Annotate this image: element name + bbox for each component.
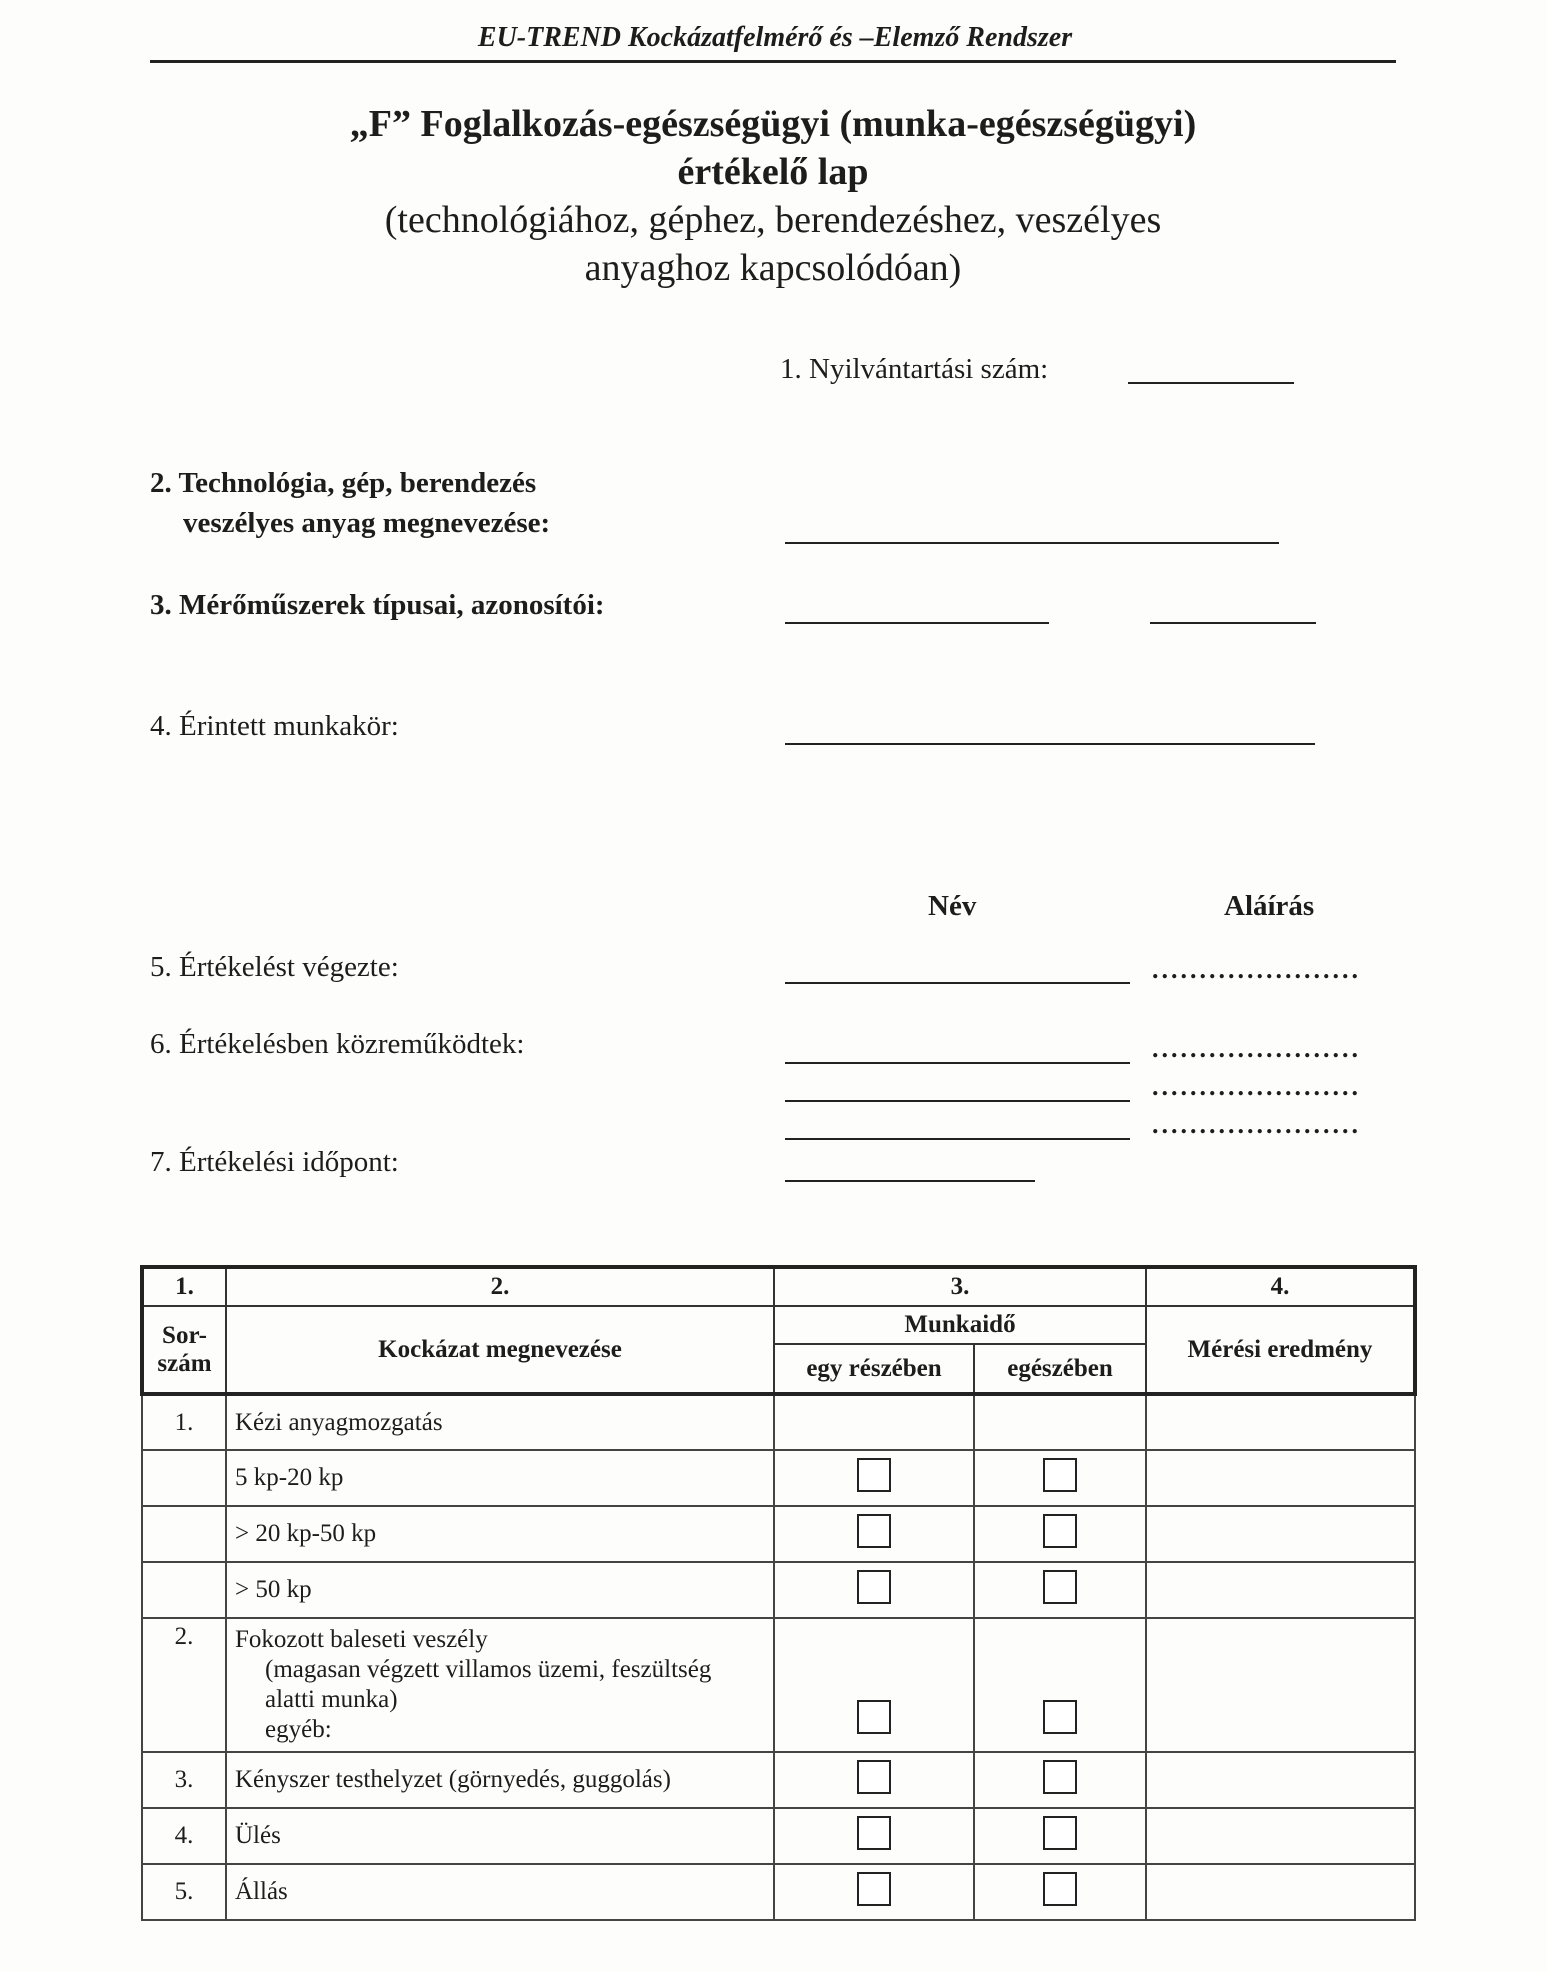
date-field[interactable] [785,1180,1035,1182]
full-time-checkbox[interactable] [1043,1458,1077,1492]
table-row [142,1808,1415,1864]
job-field[interactable] [785,743,1315,745]
row-number [142,1450,226,1506]
full-time-checkbox[interactable] [1043,1760,1077,1794]
part-time-cell [774,1752,974,1808]
part-time-cell [774,1562,974,1618]
table-row [142,1394,1415,1450]
job-label: 4. Érintett munkakör: [150,710,399,742]
table-row [142,1864,1415,1920]
full-time-cell [974,1864,1146,1920]
signature-column-header: Aláírás [1224,890,1315,922]
title-line-2: értékelő lap [677,151,869,193]
part-time-cell [774,1864,974,1920]
risk-name-sub-1: (magasan végzett villamos üzemi, feszültség [265,1656,712,1683]
full-time-cell [974,1450,1146,1506]
part-time-cell [774,1506,974,1562]
technology-field[interactable] [785,542,1279,544]
part-time-checkbox[interactable] [857,1760,891,1794]
working-time-header: Munkaidő [774,1306,1146,1344]
title-line-1: „F” Foglalkozás-egészségügyi (munka-egészségügyi) [349,103,1197,145]
contributor-name-field-3[interactable] [785,1138,1130,1140]
measurement-cell[interactable] [1146,1450,1415,1506]
risk-name: Kényszer testhelyzet (görnyedés, guggolás) [226,1752,774,1808]
full-time-checkbox[interactable] [1043,1700,1077,1734]
risk-name-header: Kockázat megnevezése [226,1306,774,1394]
row-number: 3. [142,1752,226,1808]
full-time-cell [974,1506,1146,1562]
risk-name-sub-2: alatti munka) [265,1686,398,1713]
instruments-label: 3. Mérőműszerek típusai, azonosítói: [150,589,605,621]
part-time-cell [774,1450,974,1506]
row-number: 5. [142,1864,226,1920]
date-label: 7. Értékelési időpont: [150,1146,399,1178]
table-row [142,1506,1415,1562]
contributor-signature-field-3[interactable]: ...................... [1152,1110,1361,1139]
full-time-cell [974,1562,1146,1618]
part-time-cell [774,1618,974,1752]
evaluator-label: 5. Értékelést végezte: [150,951,399,983]
contributor-signature-field-1[interactable]: ...................... [1152,1034,1361,1063]
row-number: 2. [142,1618,226,1752]
row-number [142,1562,226,1618]
name-column-header: Név [928,890,977,922]
full-time-header: egészében [974,1344,1146,1394]
registration-label: 1. Nyilvántartási szám: [780,353,1049,385]
part-time-checkbox[interactable] [857,1458,891,1492]
col-number-2: 2. [226,1267,774,1306]
measurement-header: Mérési eredmény [1146,1306,1415,1394]
risk-name: 5 kp-20 kp [226,1450,774,1506]
measurement-cell[interactable] [1146,1752,1415,1808]
col-number-4: 4. [1146,1267,1415,1306]
instruments-field-1[interactable] [785,622,1049,624]
col-number-3: 3. [774,1267,1146,1306]
risk-name: > 20 kp-50 kp [226,1506,774,1562]
technology-label-line1: 2. Technológia, gép, berendezés [150,467,537,499]
risk-name [226,1618,774,1752]
contributor-signature-field-2[interactable]: ...................... [1152,1072,1361,1101]
measurement-cell[interactable] [1146,1864,1415,1920]
evaluator-name-field[interactable] [785,982,1130,984]
row-number [142,1506,226,1562]
risk-name: Ülés [226,1808,774,1864]
measurement-cell[interactable] [1146,1562,1415,1618]
table-row [142,1450,1415,1506]
contributors-label: 6. Értékelésben közreműködtek: [150,1028,525,1060]
running-header: EU-TREND Kockázatfelmérő és –Elemző Rendszer [477,22,1073,53]
col-number-1: 1. [142,1267,226,1306]
full-time-cell [974,1618,1146,1752]
instruments-field-2[interactable] [1150,622,1316,624]
part-time-cell [774,1394,974,1450]
full-time-cell [974,1808,1146,1864]
row-number: 4. [142,1808,226,1864]
part-time-checkbox[interactable] [857,1700,891,1734]
table-row [142,1618,1415,1752]
evaluator-signature-field[interactable]: ...................... [1152,955,1361,984]
risk-name: Kézi anyagmozgatás [226,1394,774,1450]
measurement-cell[interactable] [1146,1618,1415,1752]
contributor-name-field-1[interactable] [785,1062,1130,1064]
part-time-checkbox[interactable] [857,1570,891,1604]
risk-name-main: Fokozott baleseti veszély [235,1626,488,1653]
technology-label-line2: veszélyes anyag megnevezése: [183,507,551,539]
measurement-cell[interactable] [1146,1394,1415,1450]
measurement-cell[interactable] [1146,1506,1415,1562]
risk-name: Állás [226,1864,774,1920]
part-time-checkbox[interactable] [857,1816,891,1850]
risk-name-sub-3: egyéb: [265,1716,332,1743]
full-time-cell [974,1394,1146,1450]
registration-field[interactable] [1128,382,1294,384]
title-line-3: (technológiához, géphez, berendezéshez, veszélyes [384,199,1162,241]
page-title [150,100,1396,292]
measurement-cell[interactable] [1146,1808,1415,1864]
full-time-checkbox[interactable] [1043,1872,1077,1906]
full-time-checkbox[interactable] [1043,1816,1077,1850]
part-time-cell [774,1808,974,1864]
row-number: 1. [142,1394,226,1450]
title-line-4: anyaghoz kapcsolódóan) [584,247,962,289]
row-number-header: Sor-szám [142,1306,226,1394]
full-time-checkbox[interactable] [1043,1514,1077,1548]
header-rule [150,60,1396,63]
full-time-cell [974,1752,1146,1808]
part-time-checkbox[interactable] [857,1514,891,1548]
full-time-checkbox[interactable] [1043,1570,1077,1604]
risk-name: > 50 kp [226,1562,774,1618]
risk-table [140,1265,1417,1921]
part-time-checkbox[interactable] [857,1872,891,1906]
table-row [142,1562,1415,1618]
part-time-header: egy részében [774,1344,974,1394]
contributor-name-field-2[interactable] [785,1100,1130,1102]
table-row [142,1752,1415,1808]
